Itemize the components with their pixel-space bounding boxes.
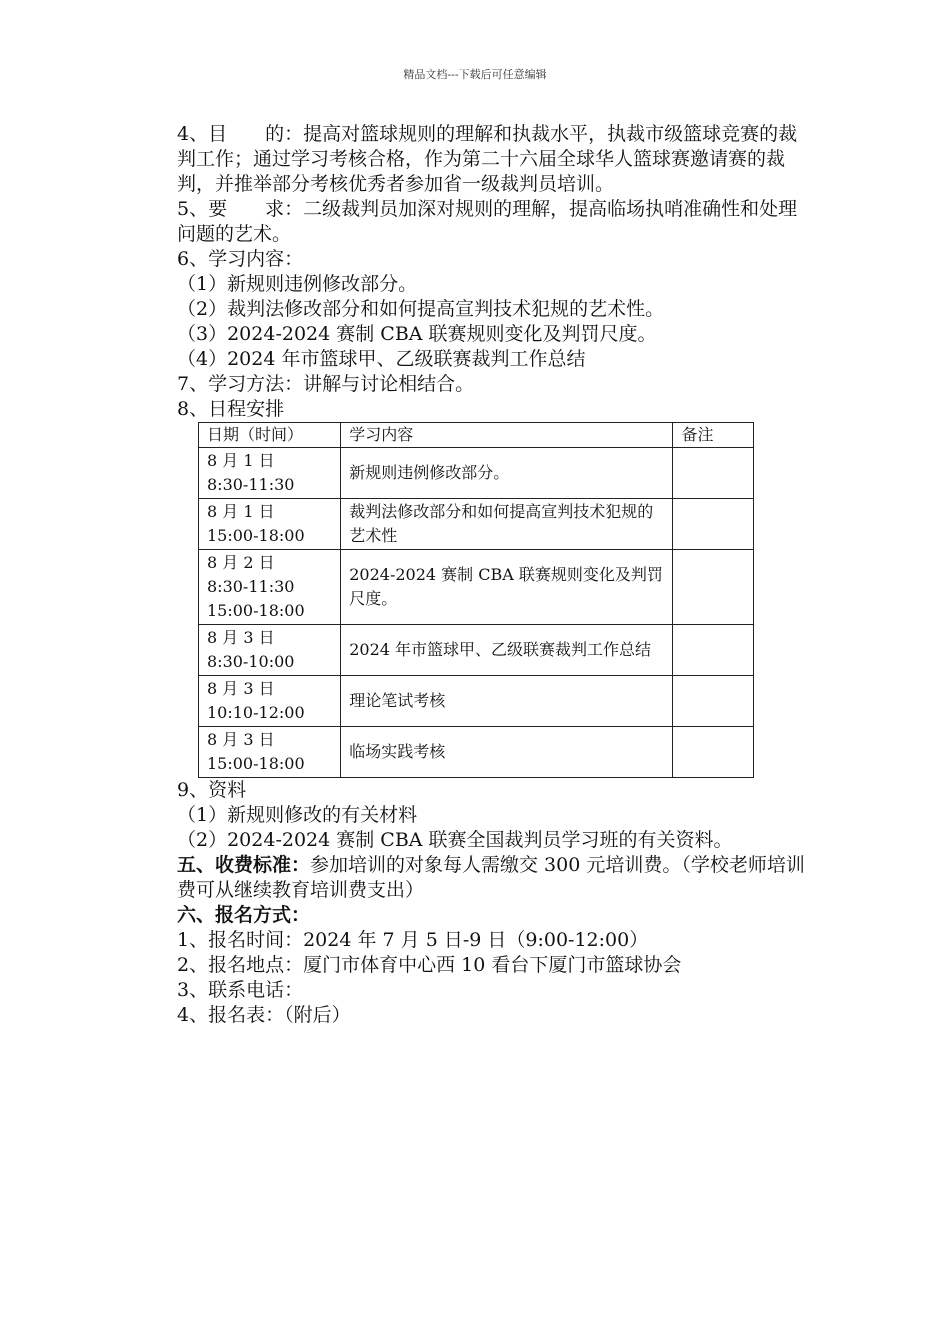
date-day: 8 月 2 日 — [207, 553, 275, 572]
date-cell — [199, 727, 341, 778]
purpose-paragraph: 4、目 的：提高对篮球规则的理解和执裁水平，执裁市级篮球竞赛的裁判工作；通过学习考核合格，作为第二十六届全球华人篮球赛邀请赛的裁判，并推举部分考核优秀者参加省一级裁判员培训。 — [177, 123, 798, 195]
note-cell — [673, 499, 754, 550]
date-day: 8 月 3 日 — [207, 628, 275, 647]
date-cell — [199, 550, 341, 625]
table-header-row — [199, 423, 754, 448]
study-method-paragraph: 7、学习方法：讲解与讨论相结合。 — [177, 373, 475, 395]
table-row — [199, 499, 754, 550]
column-header-note: 备注 — [673, 423, 754, 448]
study-content-item: （1）新规则违例修改部分。 — [177, 273, 418, 295]
note-cell — [673, 676, 754, 727]
signup-item: 4、报名表：（附后） — [177, 1004, 351, 1026]
content-cell: 2024-2024 赛制 CBA 联赛规则变化及判罚尺度。 — [341, 550, 673, 625]
study-content-item: （3）2024-2024 赛制 CBA 联赛规则变化及判罚尺度。 — [177, 323, 657, 345]
date-time: 10:10-12:00 — [207, 703, 305, 722]
date-cell — [199, 625, 341, 676]
page-header: 精品文档---下载后可任意编辑 — [403, 68, 547, 81]
signup-item: 2、报名地点：厦门市体育中心西 10 看台下厦门市篮球协会 — [177, 954, 682, 976]
signup-item: 3、联系电话： — [177, 979, 304, 1001]
schedule-heading: 8、日程安排 — [177, 398, 285, 420]
schedule-table — [198, 422, 754, 778]
note-cell — [673, 448, 754, 499]
study-content-heading: 6、学习内容： — [177, 248, 304, 270]
date-cell — [199, 499, 341, 550]
content-cell: 新规则违例修改部分。 — [341, 448, 673, 499]
date-day: 8 月 3 日 — [207, 730, 275, 749]
date-time: 8:30-11:30 — [207, 475, 295, 494]
fee-paragraph — [177, 853, 807, 903]
signup-item: 1、报名时间：2024 年 7 月 5 日-9 日（9:00-12:00） — [177, 929, 649, 951]
document-body — [177, 122, 807, 1028]
date-time: 15:00-18:00 — [207, 601, 305, 620]
date-time: 15:00-18:00 — [207, 754, 305, 773]
note-cell — [673, 727, 754, 778]
date-day: 8 月 1 日 — [207, 451, 275, 470]
table-row — [199, 550, 754, 625]
date-day: 8 月 3 日 — [207, 679, 275, 698]
date-time: 8:30-10:00 — [207, 652, 295, 671]
signup-heading: 六、报名方式： — [177, 904, 311, 926]
date-time: 15:00-18:00 — [207, 526, 305, 545]
study-content-item: （2）裁判法修改部分和如何提高宣判技术犯规的艺术性。 — [177, 298, 665, 320]
date-time: 8:30-11:30 — [207, 577, 295, 596]
table-row — [199, 448, 754, 499]
fee-text: 参加培训的对象每人需缴交 300 元培训费。（学校老师培训费可从继续教育培训费支出） — [177, 854, 805, 901]
table-row — [199, 727, 754, 778]
column-header-content: 学习内容 — [341, 423, 673, 448]
materials-heading: 9、资料 — [177, 779, 247, 801]
date-cell — [199, 676, 341, 727]
note-cell — [673, 625, 754, 676]
note-cell — [673, 550, 754, 625]
table-row — [199, 625, 754, 676]
content-cell: 理论笔试考核 — [341, 676, 673, 727]
materials-item: （2）2024-2024 赛制 CBA 联赛全国裁判员学习班的有关资料。 — [177, 829, 733, 851]
content-cell: 裁判法修改部分和如何提高宣判技术犯规的艺术性 — [341, 499, 673, 550]
date-day: 8 月 1 日 — [207, 502, 275, 521]
content-cell: 2024 年市篮球甲、乙级联赛裁判工作总结 — [341, 625, 673, 676]
requirement-paragraph: 5、要 求：二级裁判员加深对规则的理解，提高临场执哨准确性和处理问题的艺术。 — [177, 198, 798, 245]
table-row — [199, 676, 754, 727]
content-cell: 临场实践考核 — [341, 727, 673, 778]
column-header-date: 日期（时间） — [199, 423, 341, 448]
materials-item: （1）新规则修改的有关材料 — [177, 804, 418, 826]
study-content-item: （4）2024 年市篮球甲、乙级联赛裁判工作总结 — [177, 348, 586, 370]
date-cell — [199, 448, 341, 499]
fee-label: 五、收费标准： — [177, 854, 311, 876]
